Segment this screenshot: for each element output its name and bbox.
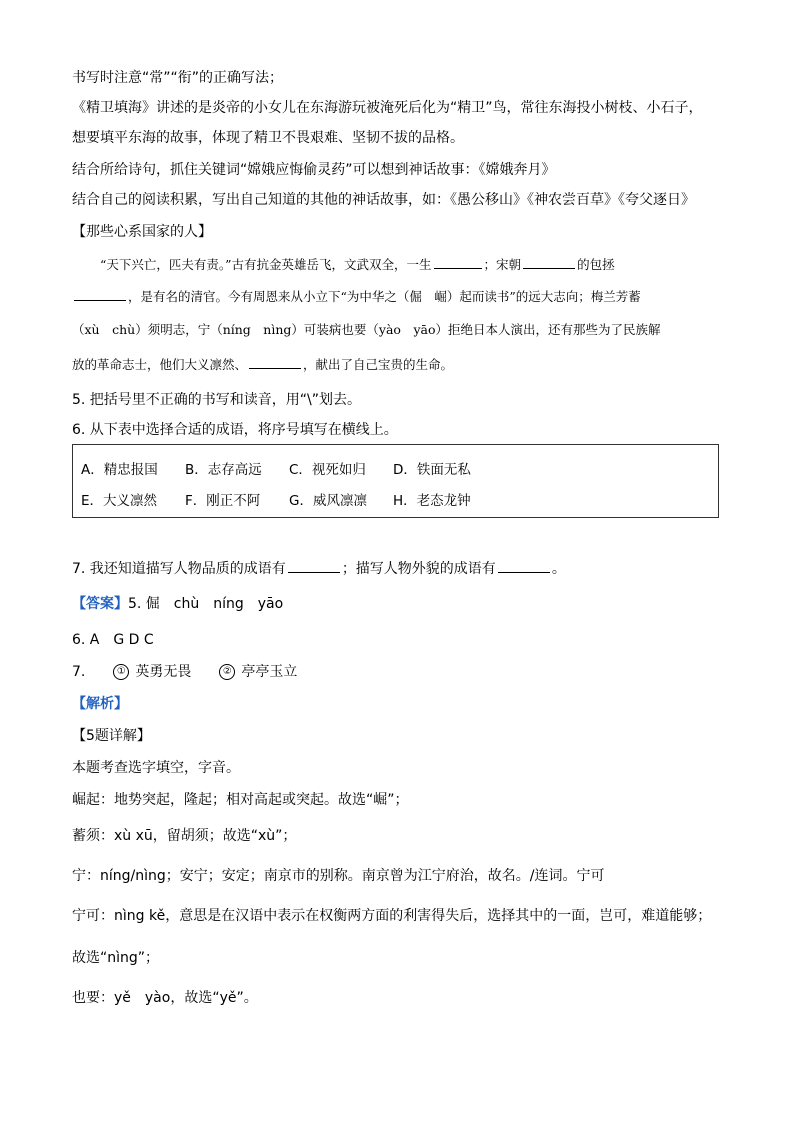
analysis-line: 宁：níng/nìng；安宁；安定；南京市的别称。南京曾为江宁府治，故名。/连词。宁可 [72, 868, 605, 884]
circle-number-icon: ① [113, 664, 129, 680]
analysis-line: 本题考查选字填空，字音。 [72, 760, 240, 776]
answer-label: 【答案】 [72, 596, 128, 612]
text-line: 书写时注意“常”“衔”的正确写法； [72, 70, 284, 86]
analysis-line: 蓄须：xù xū，留胡须；故选“xù”； [72, 828, 297, 844]
section-heading: 【那些心系国家的人】 [72, 224, 212, 240]
passage-line: （xù chù）须明志，宁（níng nìng）可装病也要（yào yāo）拒绝日本人演出，还有那些为了民族解 [72, 322, 661, 337]
answer-line: 【答案】5. 倔 chù níng yāo [72, 596, 284, 612]
analysis-line: 宁可：nìng kě，意思是在汉语中表示在权衡两方面的利害得失后，选择其中的一面，岂可，难道能够； [72, 908, 712, 924]
option-item: D．铁面无私 [393, 462, 471, 478]
analysis-line: 也要：yě yào，故选“yě”。 [72, 990, 258, 1006]
option-item: A．精忠报国 [81, 462, 158, 478]
fill-blank[interactable] [249, 354, 301, 369]
analysis-heading: 【5题详解】 [72, 728, 151, 744]
fill-blank[interactable] [288, 558, 340, 573]
option-item: G．威风凛凛 [289, 493, 367, 509]
idiom-options-table [72, 444, 719, 518]
option-item: C．视死如归 [289, 462, 366, 478]
text-line: 结合所给诗句，抓住关键词“嫦娥应悔偷灵药”可以想到神话故事：《嫦娥奔月》 [72, 162, 556, 178]
question-6: 6. 从下表中选择合适的成语，将序号填写在横线上。 [72, 422, 398, 438]
analysis-line: 故选“nìng”； [72, 950, 160, 966]
options-row [81, 489, 497, 509]
option-item: F．刚正不阿 [185, 493, 261, 509]
fill-blank[interactable] [74, 286, 126, 301]
question-7: 7. 我还知道描写人物品质的成语有 ；描写人物外貌的成语有 。 [72, 558, 566, 579]
text-line: 想要填平东海的故事，体现了精卫不畏艰难、坚韧不拔的品格。 [72, 130, 464, 146]
fill-blank[interactable] [434, 254, 482, 269]
analysis-label: 【解析】 [72, 696, 128, 712]
text-line: 结合自己的阅读积累，写出自己知道的其他的神话故事，如：《愚公移山》《神农尝百草》《夸父逐日》 [72, 192, 695, 208]
passage-line: “天下兴亡，匹夫有责。”古有抗金英雄岳飞，文武双全，一生 ；宋朝 的包拯 [100, 254, 615, 275]
option-item: B．志存高远 [185, 462, 262, 478]
fill-blank[interactable] [523, 254, 575, 269]
answer-line: 6. A G D C [72, 632, 154, 648]
fill-blank[interactable] [498, 558, 550, 573]
analysis-line: 崛起：地势突起，隆起；相对高起或突起。故选“崛”； [72, 792, 409, 808]
options-row [81, 458, 497, 478]
text-line: 《精卫填海》讲述的是炎帝的小女儿在东海游玩被淹死后化为“精卫”鸟，常往东海投小树枝、小石子， [72, 100, 703, 116]
answer-line: 7. ① 英勇无畏 ② 亭亭玉立 [72, 664, 298, 680]
option-item: E．大义凛然 [81, 493, 158, 509]
question-5: 5. 把括号里不正确的书写和读音，用“\”划去。 [72, 392, 362, 408]
option-item: H．老态龙钟 [393, 493, 471, 509]
passage-line: 放的革命志士，他们大义凛然、 ，献出了自己宝贵的生命。 [72, 354, 453, 375]
circle-number-icon: ② [219, 664, 235, 680]
passage-line: ，是有名的清官。今有周恩来从小立下“为中华之（倔 崛）起而读书”的远大志向；梅兰芳蓄 [72, 286, 641, 307]
